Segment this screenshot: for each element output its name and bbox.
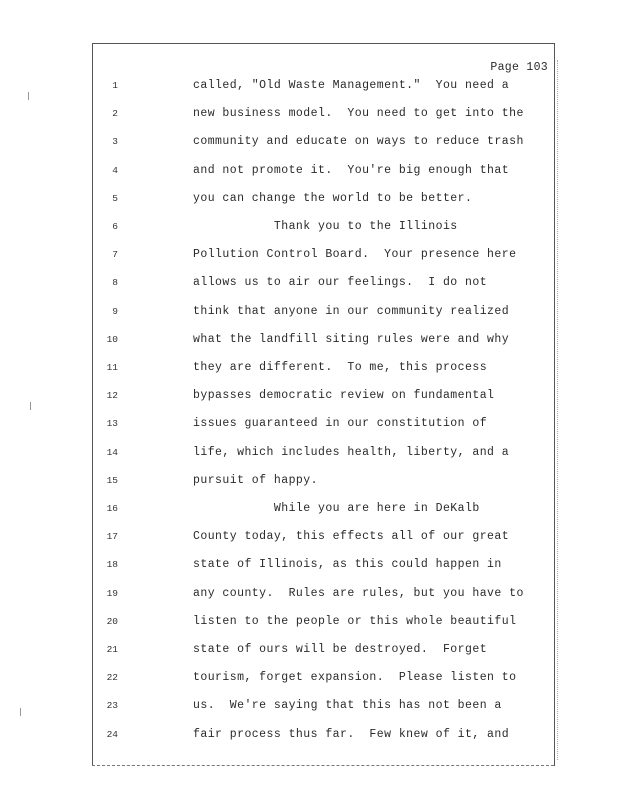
transcript-line — [0, 529, 618, 549]
line-text: fair process thus far. Few knew of it, and — [193, 727, 510, 741]
line-text: you can change the world to be better. — [193, 191, 473, 205]
line-text: life, which includes health, liberty, and a — [193, 445, 510, 459]
line-number: 19 — [106, 587, 118, 599]
line-number: 5 — [112, 192, 118, 204]
line-text: allows us to air our feelings. I do not — [193, 276, 488, 290]
line-number: 8 — [112, 277, 118, 289]
line-text: pursuit of happy. — [193, 473, 318, 487]
transcript-line — [0, 473, 618, 493]
line-text: tourism, forget expansion. Please listen to — [193, 671, 517, 685]
line-number: 22 — [106, 672, 118, 684]
transcript-line — [0, 727, 618, 747]
line-number: 15 — [106, 474, 118, 486]
line-text: state of ours will be destroyed. Forget — [193, 643, 488, 656]
transcript-line — [0, 275, 618, 295]
transcript-line — [0, 134, 618, 154]
line-number: 12 — [106, 390, 118, 402]
line-text: While you are here in DeKalb — [193, 502, 480, 515]
transcript-line — [0, 304, 618, 324]
line-number: 4 — [112, 164, 118, 176]
line-text: and not promote it. You're big enough that — [193, 163, 510, 177]
line-number: 18 — [106, 559, 118, 571]
line-number: 16 — [106, 503, 118, 514]
transcript-line — [0, 586, 618, 606]
transcript-line — [0, 388, 618, 408]
line-text: called, "Old Waste Management." You need a — [193, 79, 510, 92]
line-number: 21 — [106, 644, 118, 655]
line-number: 2 — [112, 108, 118, 120]
line-number: 9 — [112, 305, 118, 317]
transcript-line — [0, 670, 618, 690]
line-number: 17 — [106, 531, 118, 543]
line-text: County today, this effects all of our great — [193, 530, 510, 544]
transcript-line — [0, 360, 618, 380]
line-text: listen to the people or this whole beautiful — [193, 614, 517, 628]
line-text: any county. Rules are rules, but you have to — [193, 586, 524, 600]
line-number: 23 — [106, 700, 118, 712]
transcript-line — [0, 219, 618, 239]
line-number: 10 — [106, 333, 118, 345]
line-number: 14 — [106, 446, 118, 458]
line-text: new business model. You need to get into the — [193, 107, 524, 121]
line-text: state of Illinois, as this could happen in — [193, 558, 502, 572]
transcript-line — [0, 78, 618, 98]
transcript-line — [0, 416, 618, 436]
line-number: 1 — [112, 80, 118, 91]
line-text: community and educate on ways to reduce trash — [193, 135, 524, 149]
line-text: think that anyone in our community realized — [193, 304, 510, 318]
page-bottom-border — [92, 765, 554, 766]
line-text: Thank you to the Illinois — [193, 220, 458, 233]
line-number: 7 — [112, 249, 118, 261]
transcript-line — [0, 698, 618, 718]
transcript-line — [0, 332, 618, 352]
line-number: 11 — [106, 362, 118, 373]
line-text: bypasses democratic review on fundamental — [193, 389, 495, 403]
line-number: 13 — [106, 418, 118, 430]
line-number: 20 — [106, 615, 118, 627]
transcript-line — [0, 501, 618, 521]
transcript-line — [0, 614, 618, 634]
line-text: issues guaranteed in our constitution of — [193, 417, 488, 431]
transcript-line — [0, 191, 618, 211]
page-number: Page 103 — [490, 61, 548, 74]
line-number: 6 — [112, 221, 118, 232]
line-number: 24 — [106, 728, 118, 740]
transcript-line — [0, 445, 618, 465]
line-text: us. We're saying that this has not been a — [193, 699, 502, 713]
line-text: they are different. To me, this process — [193, 361, 488, 374]
line-text: Pollution Control Board. Your presence here — [193, 248, 517, 262]
line-text: what the landfill siting rules were and why — [193, 332, 510, 346]
transcript-line — [0, 247, 618, 267]
line-number: 3 — [112, 136, 118, 148]
transcript-line — [0, 106, 618, 126]
transcript-line — [0, 557, 618, 577]
transcript-line — [0, 642, 618, 662]
transcript-line — [0, 163, 618, 183]
